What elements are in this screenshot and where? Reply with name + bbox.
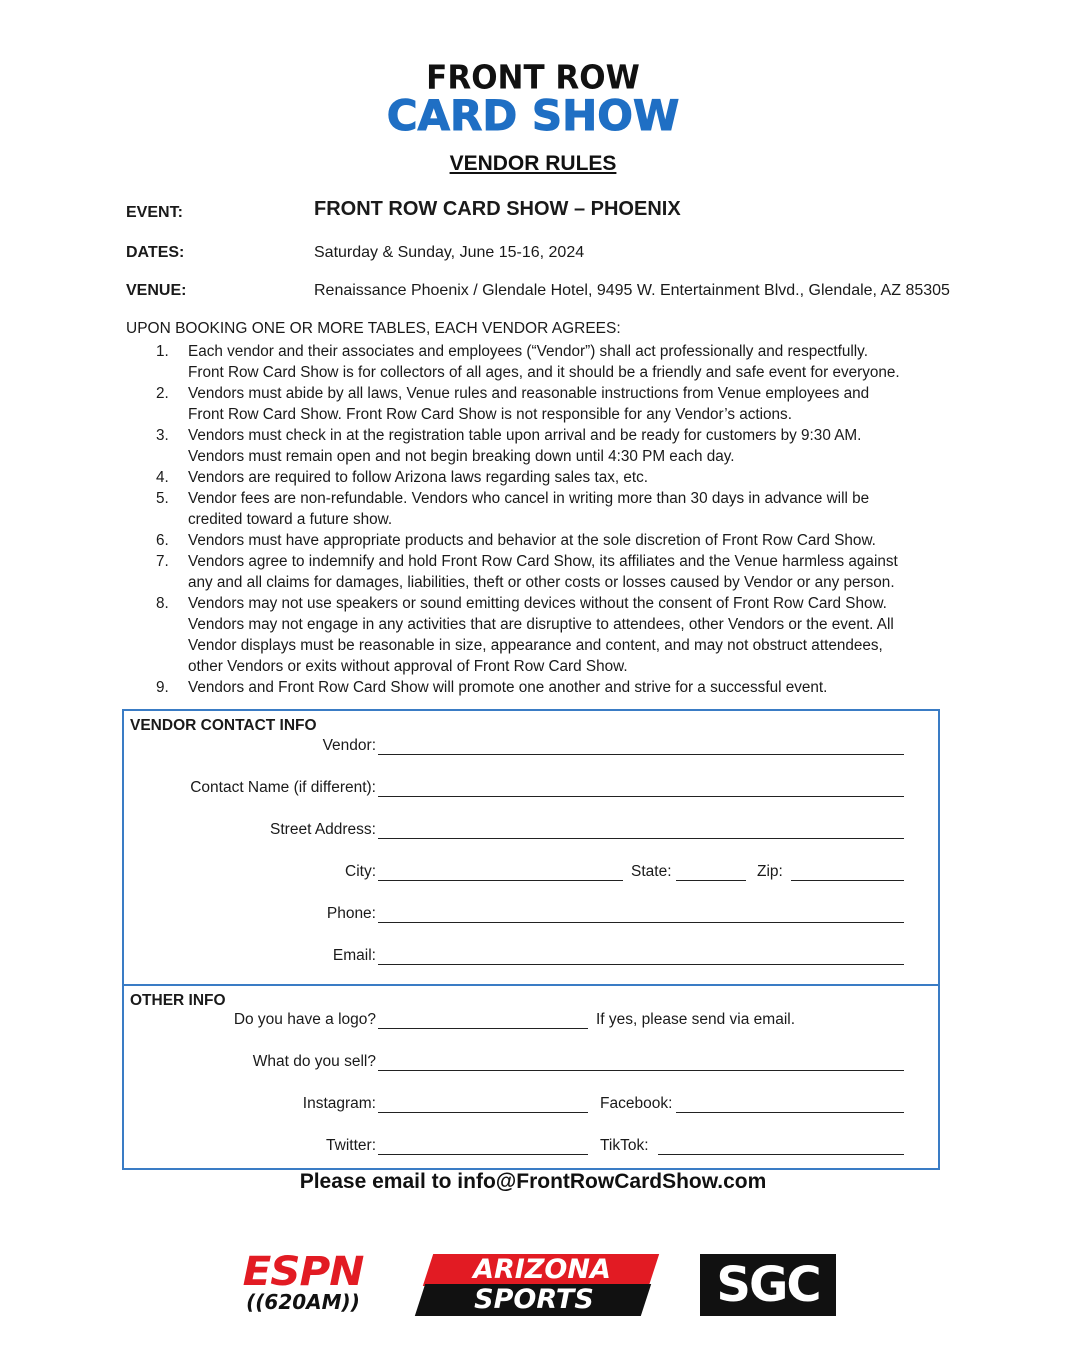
rule-item bbox=[126, 467, 946, 488]
city-label: City: bbox=[345, 863, 376, 880]
venue-label: VENUE: bbox=[126, 282, 187, 299]
zip-label: Zip: bbox=[757, 863, 783, 880]
vendor-contact-info-box bbox=[122, 709, 940, 986]
dates-label: DATES: bbox=[126, 244, 185, 261]
rule-item bbox=[126, 530, 946, 551]
event-value: FRONT ROW CARD SHOW – PHOENIX bbox=[314, 198, 681, 220]
instagram-label: Instagram: bbox=[302, 1095, 376, 1112]
street-address-label: Street Address: bbox=[270, 821, 376, 838]
rule-text-line: Vendors must have appropriate products and behavior at the sole discretion of Front Row Card Show. bbox=[188, 532, 876, 549]
logo-question-label: Do you have a logo? bbox=[233, 1011, 376, 1028]
vendor-field[interactable] bbox=[378, 754, 904, 755]
logo-email-note: If yes, please send via email. bbox=[596, 1011, 796, 1028]
rule-text-line: Vendors and Front Row Card Show will promote one another and strive for a successful event. bbox=[188, 679, 828, 696]
rules-list bbox=[126, 341, 946, 698]
rule-text-line: credited toward a future show. bbox=[188, 511, 393, 528]
dates-value: Saturday & Sunday, June 15-16, 2024 bbox=[314, 244, 585, 261]
rule-text-line: Vendors may not use speakers or sound emitting devices without the consent of Front Row Card Show. bbox=[188, 595, 887, 612]
twitter-label: Twitter: bbox=[326, 1137, 376, 1154]
rule-text-line: Vendors agree to indemnify and hold Front Row Card Show, its affiliates and the Venue harmless against bbox=[188, 553, 898, 570]
vendor-contact-info-title: VENDOR CONTACT INFO bbox=[130, 717, 317, 734]
email-instruction: Please email to info@FrontRowCardShow.com bbox=[299, 1170, 767, 1193]
zip-field[interactable] bbox=[791, 880, 904, 881]
logo-line-card-show: CARD SHOW bbox=[386, 91, 680, 140]
what-sell-field[interactable] bbox=[378, 1070, 904, 1071]
instagram-field[interactable] bbox=[378, 1112, 588, 1113]
city-field[interactable] bbox=[378, 880, 623, 881]
tiktok-field[interactable] bbox=[658, 1154, 904, 1155]
sgc-wordmark: SGC bbox=[716, 1257, 820, 1313]
logo-field[interactable] bbox=[378, 1028, 588, 1029]
front-row-card-show-logo bbox=[0, 59, 1066, 140]
vendor-label: Vendor: bbox=[322, 737, 376, 754]
rule-text-line: Vendors must abide by all laws, Venue rules and reasonable instructions from Venue employees and bbox=[188, 385, 870, 402]
rule-item bbox=[126, 425, 946, 467]
facebook-label: Facebook: bbox=[600, 1095, 673, 1112]
what-sell-label: What do you sell? bbox=[252, 1053, 376, 1070]
email-label: Email: bbox=[332, 947, 376, 964]
rule-number: 7. bbox=[156, 553, 169, 570]
espn-620am-text: ((620AM)) bbox=[246, 1290, 360, 1314]
rule-number: 4. bbox=[156, 469, 169, 486]
rule-number: 3. bbox=[156, 427, 169, 444]
rule-text-line: Vendors may not engage in any activities that are disruptive to attendees, other Vendors or the event. All bbox=[188, 616, 894, 633]
rule-text-line: other Vendors or exits without approval of Front Row Card Show. bbox=[188, 658, 628, 675]
rule-text-line: Vendors must remain open and not begin breaking down until 4:30 PM each day. bbox=[188, 448, 735, 465]
arizona-text: ARIZONA bbox=[473, 1254, 611, 1285]
event-label: EVENT: bbox=[126, 204, 183, 221]
espn-620-logo bbox=[230, 1249, 376, 1318]
state-label: State: bbox=[631, 863, 672, 880]
phone-label: Phone: bbox=[326, 905, 376, 922]
venue-value: Renaissance Phoenix / Glendale Hotel, 9495 W. Entertainment Blvd., Glendale, AZ 85305 bbox=[314, 282, 950, 299]
page-title: VENDOR RULES bbox=[449, 152, 617, 175]
phone-field[interactable] bbox=[378, 922, 904, 923]
sports-text: SPORTS bbox=[474, 1284, 594, 1315]
contact-name-label: Contact Name (if different): bbox=[190, 779, 376, 796]
state-field[interactable] bbox=[676, 880, 746, 881]
rule-item bbox=[126, 383, 946, 425]
rule-text-line: Vendors are required to follow Arizona laws regarding sales tax, etc. bbox=[188, 469, 649, 486]
email-field[interactable] bbox=[378, 964, 904, 965]
rule-text-line: Vendors must check in at the registration table upon arrival and be ready for customers by 9:30 AM. bbox=[188, 427, 862, 444]
rule-text-line: any and all claims for damages, liabilities, theft or other costs or losses caused by Vendor or any person. bbox=[188, 574, 895, 591]
arizona-sports-logo bbox=[420, 1254, 656, 1316]
rule-number: 8. bbox=[156, 595, 169, 612]
rule-item bbox=[126, 551, 946, 593]
rule-item bbox=[126, 341, 946, 383]
rule-number: 1. bbox=[156, 343, 169, 360]
facebook-field[interactable] bbox=[676, 1112, 904, 1113]
rule-item bbox=[126, 593, 946, 677]
rule-number: 6. bbox=[156, 532, 169, 549]
rule-item bbox=[126, 677, 946, 698]
rule-number: 9. bbox=[156, 679, 169, 696]
street-address-field[interactable] bbox=[378, 838, 904, 839]
rule-item bbox=[126, 488, 946, 530]
logo-line-front-row: FRONT ROW bbox=[426, 59, 640, 97]
twitter-field[interactable] bbox=[378, 1154, 588, 1155]
rule-number: 5. bbox=[156, 490, 169, 507]
rule-text-line: Vendor fees are non-refundable. Vendors who cancel in writing more than 30 days in advance will be bbox=[188, 490, 870, 507]
tiktok-label: TikTok: bbox=[600, 1137, 649, 1154]
rule-text-line: Front Row Card Show. Front Row Card Show is not responsible for any Vendor’s actions. bbox=[188, 406, 792, 423]
rule-number: 2. bbox=[156, 385, 169, 402]
agreement-intro: UPON BOOKING ONE OR MORE TABLES, EACH VENDOR AGREES: bbox=[126, 320, 621, 337]
rule-text-line: Front Row Card Show is for collectors of all ages, and it should be a friendly and safe event for everyone. bbox=[188, 364, 900, 381]
contact-name-field[interactable] bbox=[378, 796, 904, 797]
rule-text-line: Each vendor and their associates and employees (“Vendor”) shall act professionally and respectfully. bbox=[188, 343, 868, 360]
espn-wordmark: ESPN bbox=[242, 1249, 364, 1295]
other-info-title: OTHER INFO bbox=[130, 992, 226, 1009]
rule-text-line: Vendor displays must be reasonable in size, appearance and content, and may not obstruct attendees, bbox=[188, 637, 883, 654]
sgc-logo bbox=[700, 1254, 836, 1316]
